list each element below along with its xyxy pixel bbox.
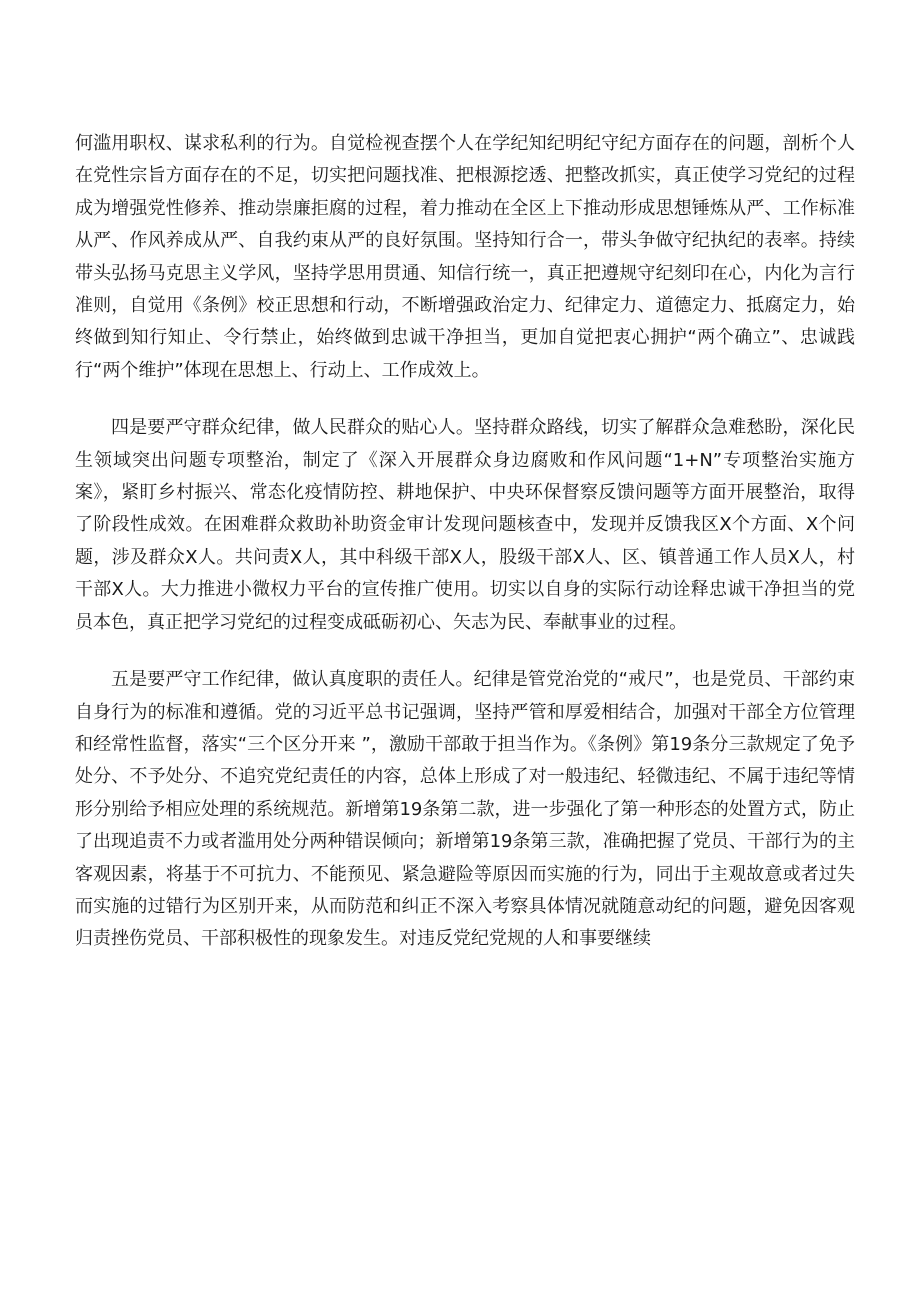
paragraph-mass-discipline: 四是要严守群众纪律，做人民群众的贴心人。坚持群众路线，切实了解群众急难愁盼，深化民生领域突出问题专项整治，制定了《深入开展群众身边腐败和作风问题“1+N”专项整治实施方案》，紧盯乡村振兴、常态化疫情防控、耕地保护、中央环保督察反馈问题等方面开展整治，取得了阶段性成效。在困难群众救助补助资金审计发现问题核查中，发现并反馈我区X个方面、X个问题，涉及群众X人。共问责X人，其中科级干部X人，股级干部X人、区、镇普通工作人员X人，村干部X人。大力推进小微权力平台的宣传推广使用。切实以自身的实际行动诠释忠诚干净担当的党员本色，真正把学习党纪的过程变成砥砺初心、矢志为民、奉献事业的过程。 [75,417,855,633]
paragraph-continuation: 何滥用职权、谋求私利的行为。自觉检视查摆个人在学纪知纪明纪守纪方面存在的问题，剖析个人在党性宗旨方面存在的不足，切实把问题找准、把根源挖透、把整改抓实，真正使学习党纪的过程成为增强党性修养、推动崇廉拒腐的过程，着力推动在全区上下推动形成思想锤炼从严、工作标准从严、作风养成从严、自我约束从严的良好氛围。坚持知行合一，带头争做守纪执纪的表率。持续带头弘扬马克思主义学风，坚持学思用贯通、知信行统一，真正把遵规守纪刻印在心，内化为言行准则，自觉用《条例》校正思想和行动，不断增强政治定力、纪律定力、道德定力、抵腐定力，始终做到知行知止、令行禁止，始终做到忠诚干净担当，更加自觉把衷心拥护“两个确立”、忠诚践行“两个维护”体现在思想上、行动上、工作成效上。 [75,133,855,381]
paragraph-work-discipline: 五是要严守工作纪律，做认真度职的责任人。纪律是管党治党的“戒尺”，也是党员、干部约束自身行为的标准和遵循。党的习近平总书记强调，坚持严管和厚爱相结合，加强对干部全方位管理和经常性监督，落实“三个区分开来 ”，激励干部敢于担当作为。《条例》第19条分三款规定了免予处分、不予处分、不追究党纪责任的内容，总体上形成了对一般违纪、轻微违纪、不属于违纪等情形分别给予相应处理的系统规范。新增第19条第二款，进一步强化了第一种形态的处置方式，防止了出现追责不力或者滥用处分两种错误倾向；新增第19条第三款，准确把握了党员、干部行为的主客观因素，将基于不可抗力、不能预见、紧急避险等原因而实施的行为，同出于主观故意或者过失而实施的过错行为区别开来，从而防范和纠正不深入考察具体情况就随意动纪的问题，避免因客观归责挫伤党员、干部积极性的现象发生。对违反党纪党规的人和事要继续 [75,669,855,950]
document-body [75,128,855,956]
